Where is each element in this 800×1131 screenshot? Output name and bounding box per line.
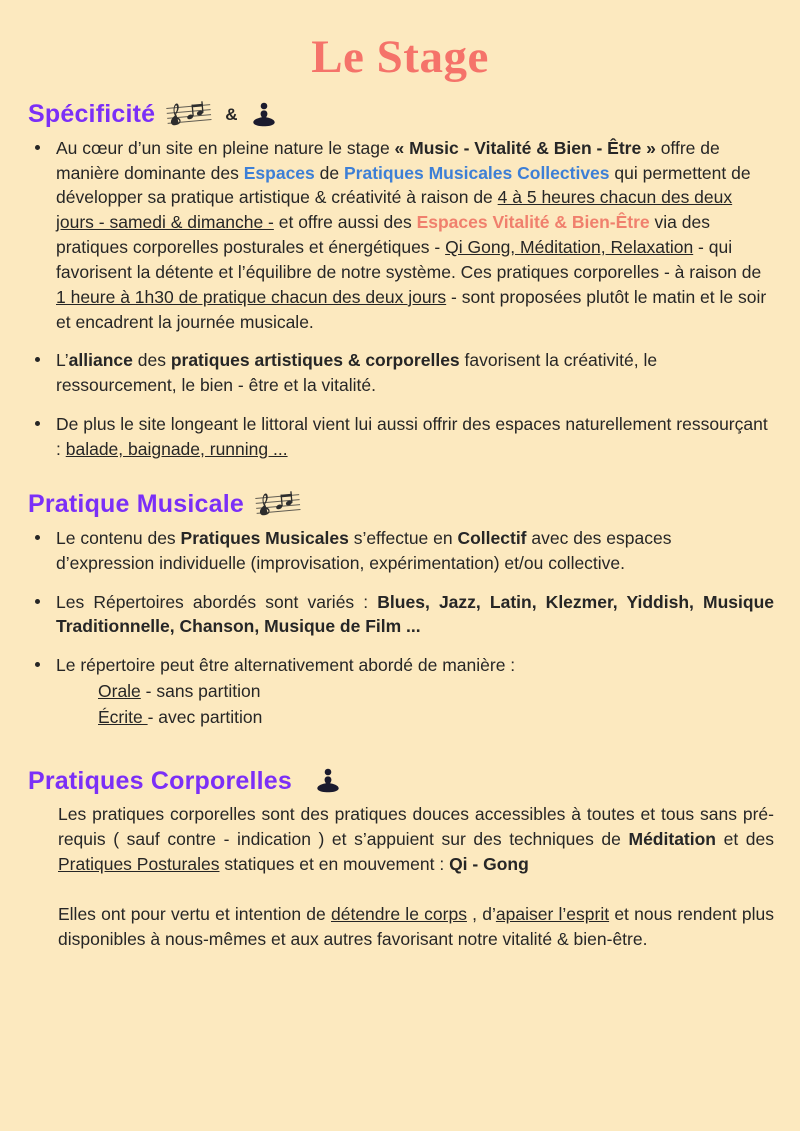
section-title-pratiques-corporelles: Pratiques Corporelles	[28, 766, 293, 795]
section-title-specificite: Spécificité	[28, 100, 156, 129]
page-title: Le Stage	[311, 31, 489, 83]
section-heading-pratiques-corporelles	[26, 767, 774, 796]
sub-line: Orale - sans partition	[98, 681, 261, 702]
music-notes-icon	[255, 488, 301, 522]
list-item: Le répertoire peut être alternativement abordé de manière : Orale - sans partition Écrite - avec partition	[26, 653, 774, 730]
list-item: Les Répertoires abordés sont variés : Blues, Jazz, Latin, Klezmer, Yiddish, Musique Traditionnelle, Chanson, Musique de Film ...	[26, 590, 774, 640]
specificite-bullet-list	[26, 136, 774, 462]
paragraph: Elles ont pour vertu et intention de détendre le corps , d’apaiser l’esprit et nous rendent plus disponibles à nous-mêmes et aux autres favorisant notre vitalité & bien-être.	[58, 903, 774, 950]
meditation-icon	[316, 767, 340, 795]
section-title-pratique-musicale: Pratique Musicale	[28, 490, 244, 519]
meditation-icon	[252, 101, 276, 129]
list-item: Le contenu des Pratiques Musicales s’effectue en Collectif avec des espaces d’expression individuelle (improvisation, expérimentation) et/ou collective.	[26, 526, 774, 576]
sub-line: Écrite - avec partition	[98, 707, 263, 728]
section-heading-specificite	[26, 100, 774, 130]
ampersand-separator: &	[225, 104, 238, 124]
list-item: De plus le site longeant le littoral vient lui aussi offrir des espaces naturellement ressourçant : balade, baignade, running ...	[26, 412, 774, 462]
list-item: Au cœur d’un site en pleine nature le stage « Music - Vitalité & Bien - Être » offre de manière dominante des Espaces de Pratiques Musicales Collectives qui permettent de développer sa pratique artistique & créativité à raison de 4 à 5 heures chacun des deux jours - samedi & dimanche - et offre aussi des Espaces Vitalité & Bien-Être via des pratiques corporelles posturales et énergétiques - Qi Gong, Méditation, Relaxation - qui favorisent la détente et l’équilibre de notre système. Ces pratiques corporelles - à raison de 1 heure à 1h30 de pratique chacun des deux jours - sont proposées plutôt le matin et le soir et encadrent la journée musicale.	[26, 136, 774, 335]
music-notes-icon	[166, 98, 212, 132]
paragraph: Les pratiques corporelles sont des pratiques douces accessibles à toutes et tous sans pré-requis ( sauf contre - indication ) et s’appuient sur des techniques de Méditation et des Pratiques Posturales statiques et en mouvement : Qi - Gong	[58, 803, 774, 875]
pratiques-corporelles-body	[26, 802, 774, 953]
list-item: L’alliance des pratiques artistiques & corporelles favorisent la créativité, le ressourcement, le bien - être et la vitalité.	[26, 348, 774, 398]
pratique-musicale-bullet-list	[26, 526, 774, 731]
sub-line-group	[56, 678, 774, 731]
section-heading-pratique-musicale	[26, 490, 774, 520]
